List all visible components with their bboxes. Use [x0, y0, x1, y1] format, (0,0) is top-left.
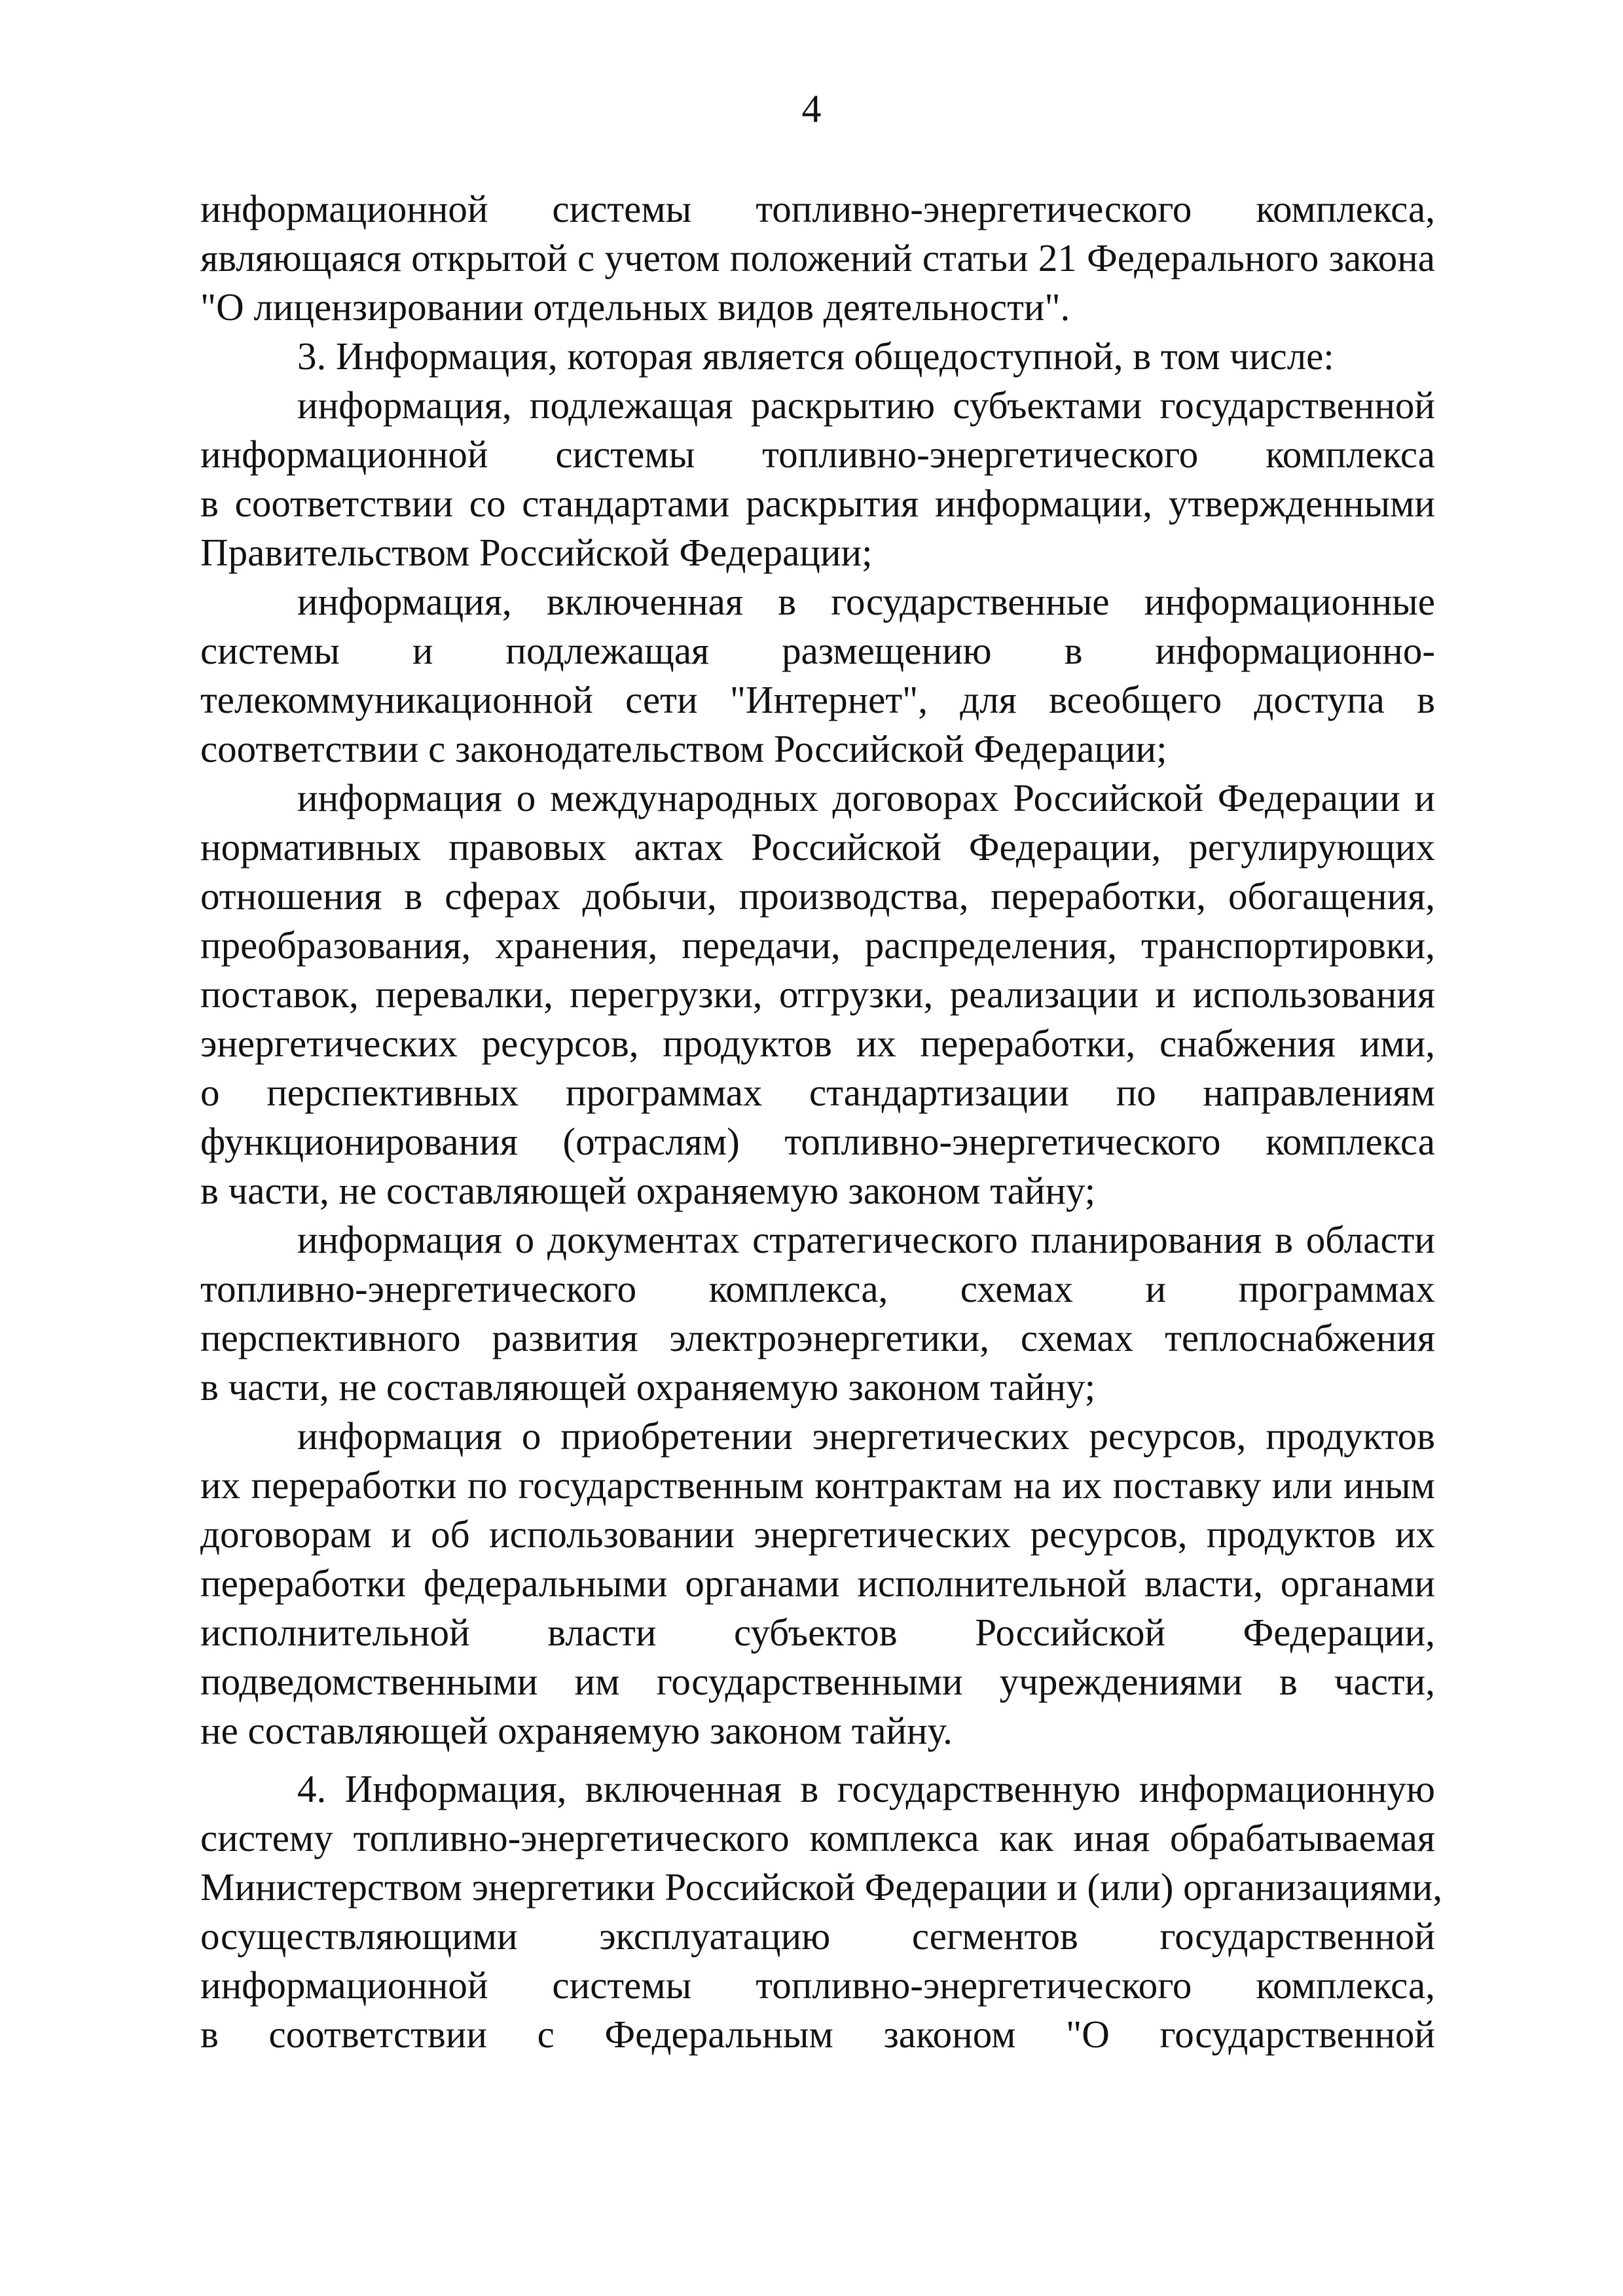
text-line: переработки федеральными органами исполнительной власти, органами — [200, 1562, 1435, 1605]
text-line: информационной системы топливно-энергетического комплекса — [200, 433, 1435, 476]
text-line: информационной системы топливно-энергетического комплекса, — [200, 187, 1435, 230]
text-line: информация, включенная в государственные информационные — [297, 580, 1435, 623]
text-line: договорам и об использовании энергетических ресурсов, продуктов их — [200, 1513, 1435, 1556]
text-line: поставок, перевалки, перегрузки, отгрузки, реализации и использования — [200, 973, 1435, 1016]
text-line: топливно-энергетического комплекса, схемах и программах — [200, 1267, 1435, 1310]
text-line: в части, не составляющей охраняемую законом тайну; — [200, 1169, 1096, 1212]
text-line: перспективного развития электроэнергетики, схемах теплоснабжения — [200, 1316, 1435, 1359]
text-line: соответствии с законодательством Российской Федерации; — [200, 727, 1167, 770]
text-line: информация, подлежащая раскрытию субъектами государственной — [297, 384, 1435, 427]
text-line: системы и подлежащая размещению в информационно- — [200, 629, 1435, 672]
text-line: в части, не составляющей охраняемую законом тайну; — [200, 1365, 1096, 1408]
text-line: о перспективных программах стандартизации по направлениям — [200, 1071, 1435, 1114]
text-line: отношения в сферах добычи, производства, переработки, обогащения, — [200, 874, 1435, 918]
text-line: телекоммуникационной сети "Интернет", для всеобщего доступа в — [200, 678, 1435, 721]
text-line: Министерством энергетики Российской Федерации и (или) организациями, — [200, 1865, 1443, 1909]
text-line: энергетических ресурсов, продуктов их переработки, снабжения ими, — [200, 1022, 1435, 1065]
text-line: функционирования (отраслям) топливно-энергетического комплекса — [200, 1120, 1435, 1163]
text-line: информация о международных договорах Российской Федерации и — [297, 776, 1435, 819]
text-line: исполнительной власти субъектов Российской Федерации, — [200, 1611, 1435, 1654]
text-line: их переработки по государственным контрактам на их поставку или иным — [200, 1463, 1435, 1507]
text-line: в соответствии со стандартами раскрытия информации, утвержденными — [200, 482, 1435, 525]
text-line: "О лицензировании отдельных видов деятельности". — [200, 285, 1070, 329]
text-line: Правительством Российской Федерации; — [200, 531, 873, 574]
text-line: информационной системы топливно-энергетического комплекса, — [200, 1964, 1435, 2007]
text-line: не составляющей охраняемую законом тайну. — [200, 1709, 953, 1752]
text-line: систему топливно-энергетического комплекса как иная обрабатываемая — [200, 1816, 1435, 1859]
document-body — [200, 185, 1443, 2059]
page-number: 4 — [801, 87, 822, 130]
text-line: осуществляющими эксплуатацию сегментов государственной — [200, 1914, 1435, 1958]
text-line: являющаяся открытой с учетом положений статьи 21 Федерального закона — [200, 236, 1435, 279]
text-line: информация о документах стратегического планирования в области — [297, 1218, 1435, 1261]
text-line: 4. Информация, включенная в государственную информационную — [297, 1767, 1435, 1810]
text-line: нормативных правовых актах Российской Федерации, регулирующих — [200, 825, 1435, 869]
text-line: информация о приобретении энергетических ресурсов, продуктов — [297, 1414, 1435, 1458]
text-line: 3. Информация, которая является общедоступной, в том числе: — [297, 334, 1334, 378]
text-line: преобразования, хранения, передачи, распределения, транспортировки, — [200, 924, 1435, 967]
text-line: в соответствии с Федеральным законом "О государственной — [200, 2013, 1435, 2056]
text-line: подведомственными им государственными учреждениями в части, — [200, 1660, 1435, 1703]
